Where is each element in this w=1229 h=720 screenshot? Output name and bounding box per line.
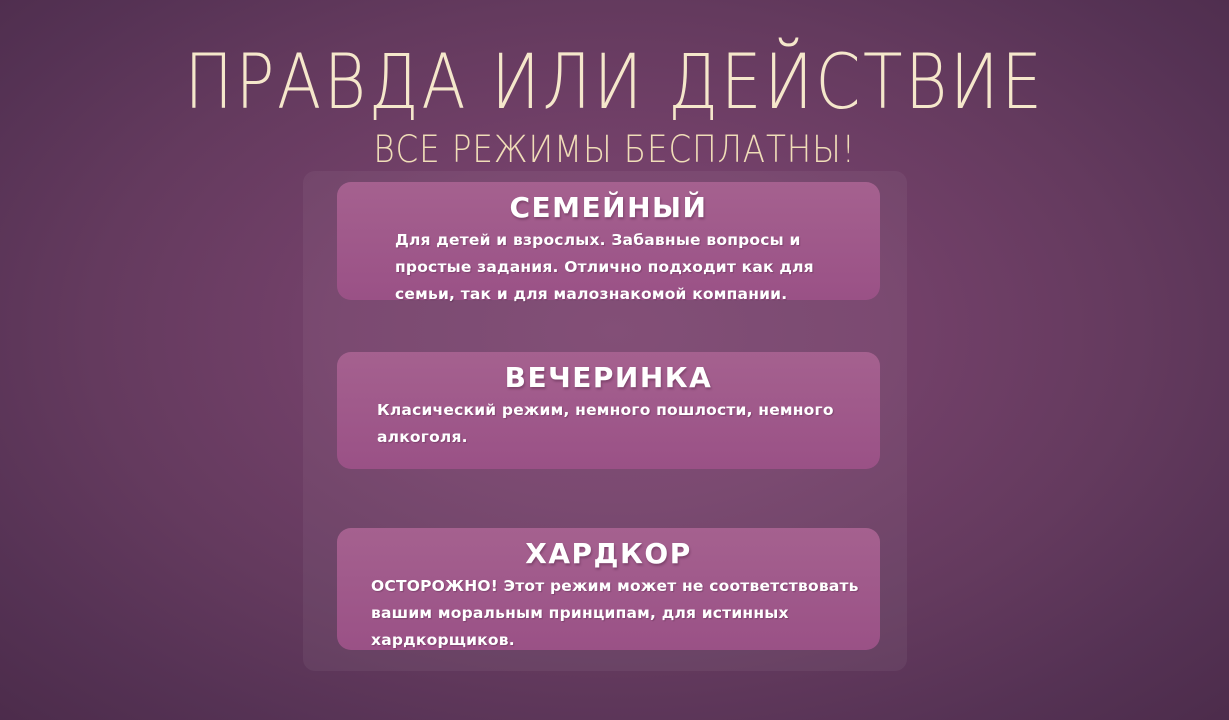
- mode-card-hardcore[interactable]: [337, 528, 880, 650]
- mode-card-family[interactable]: [337, 182, 880, 303]
- page-subtitle: ВСЕ РЕЖИМЫ БЕСПЛАТНЫ!: [373, 128, 856, 171]
- mode-card-hardcore-title: ХАРДКОР: [525, 537, 692, 570]
- description-line: простые задания. Отлично подходит как для: [395, 258, 814, 276]
- mode-card-family-description: [337, 227, 880, 308]
- description-line: алкоголя.: [377, 428, 468, 446]
- mode-card-party-title: ВЕЧЕРИНКА: [504, 361, 713, 394]
- mode-card-party[interactable]: [337, 352, 880, 469]
- description-line: ОСТОРОЖНО! Этот режим может не соответствовать: [371, 577, 859, 595]
- description-line: хардкорщиков.: [371, 631, 515, 649]
- mode-card-party-description: [337, 397, 880, 451]
- description-line: Класический режим, немного пошлости, немного: [377, 401, 834, 419]
- description-line: вашим моральным принципам, для истинных: [371, 604, 789, 622]
- page-title: ПРАВДА ИЛИ ДЕЙСТВИЕ: [184, 37, 1045, 126]
- mode-card-family-title: СЕМЕЙНЫЙ: [509, 191, 708, 224]
- description-line: Для детей и взрослых. Забавные вопросы и: [395, 231, 801, 249]
- description-line: семьи, так и для малознакомой компании.: [395, 285, 788, 303]
- mode-card-hardcore-description: [337, 573, 880, 654]
